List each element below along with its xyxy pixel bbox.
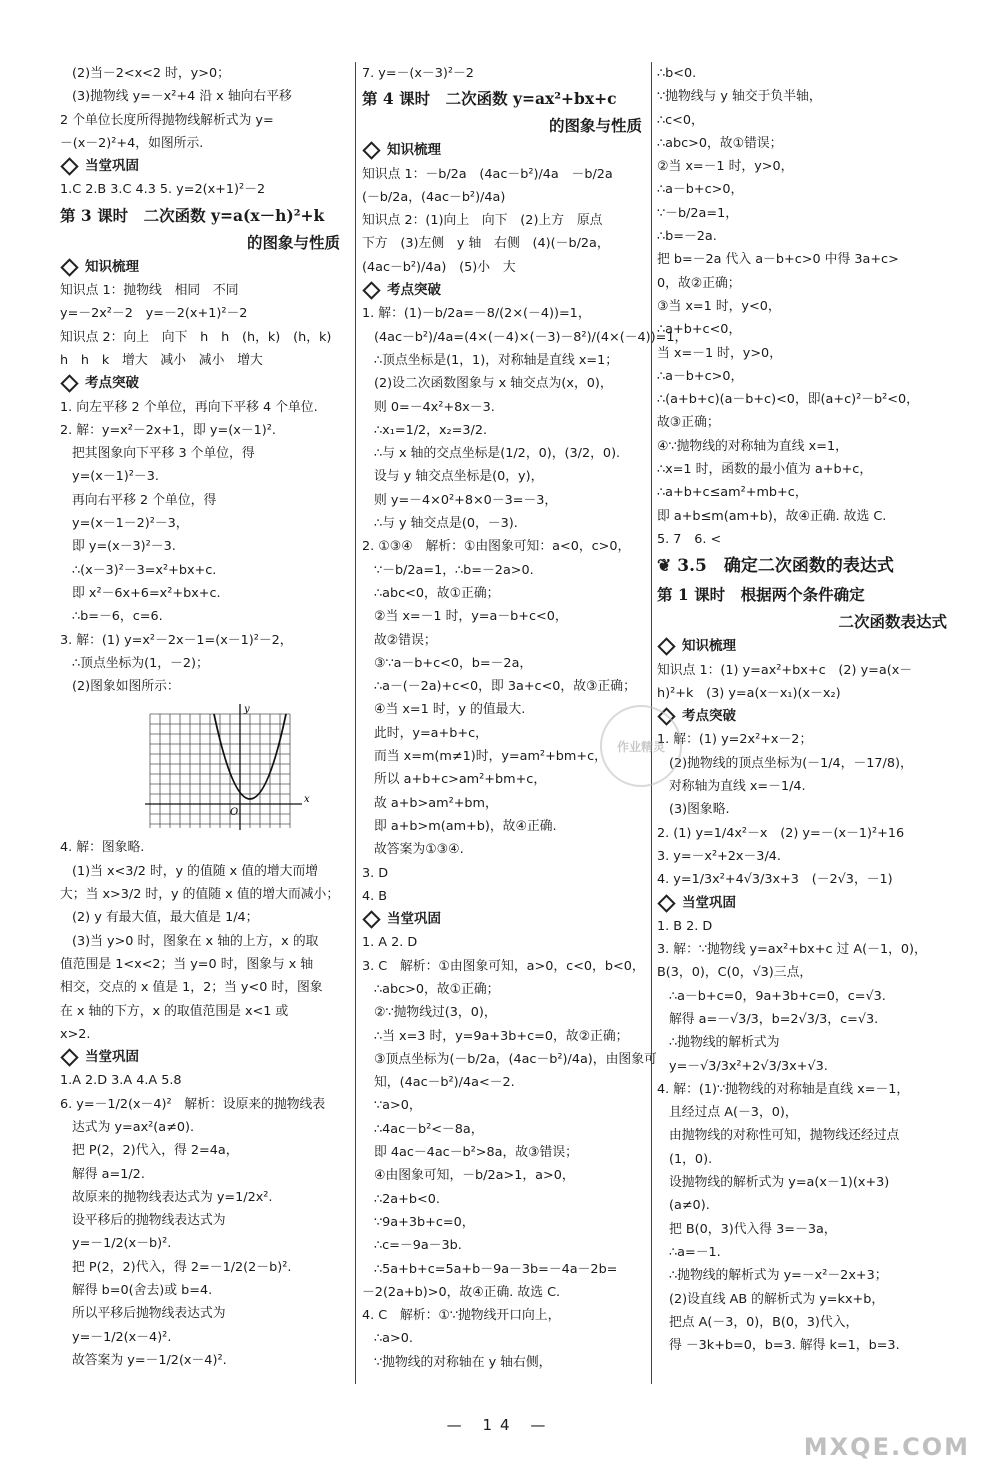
text-line: 知识点 2：向上 向下 h h (h，k) (h，k) (60, 329, 332, 345)
text-line: (1)当 x<3/2 时，y 的值随 x 值的增大而增 (72, 863, 319, 879)
text-line: ∵a>0， (374, 1098, 422, 1114)
section-heading-consolidate: 当堂巩固 (60, 1046, 350, 1069)
text-line: ∴x=1 时，函数的最小值为 a+b+c， (657, 462, 873, 478)
section-heading-breakthrough: 考点突破 (362, 279, 652, 302)
text-line: 2. ①③④ 解析：①由图象可知：a<0，c>0， (362, 539, 631, 555)
answer-line: 1. B 2. D (657, 918, 713, 934)
text-line: ∴b=－6，c=6. (72, 609, 163, 625)
text-line: ∴a>0. (374, 1331, 413, 1347)
text-line: x>2. (60, 1026, 91, 1042)
text-line: 解得 b=0(舍去)或 b=4. (72, 1283, 213, 1299)
section-heading-knowledge: 知识梳理 (362, 139, 652, 162)
text-line: ∴a+b+c<0， (657, 322, 742, 338)
text-line: y=－2x²－2 y=－2(x+1)²－2 (60, 306, 248, 322)
stamp-text: 作业精灵 (616, 739, 665, 754)
text-line: ∴c<0， (657, 112, 704, 128)
diamond-icon (362, 282, 380, 300)
lesson-title-cont: 二次函数表达式 (838, 612, 947, 632)
text-line: 知识点 1：(1) y=ax²+bx+c (2) y=a(x－ (657, 662, 913, 678)
text-line: ②当 x=－1 时，y=a－b+c<0， (374, 609, 568, 625)
grid (150, 714, 290, 828)
text-line: ④∵抛物线的对称轴为直线 x=1， (657, 438, 848, 454)
text-line: y=－1/2(x－b)². (72, 1236, 172, 1252)
text-line: (2)抛物线的顶点坐标为(－1/4，－17/8)， (669, 755, 913, 771)
text-line: 1. 解：(1)－b/2a=－8/(2×(－4))=1， (362, 306, 591, 322)
diamond-icon (60, 158, 78, 176)
text-line: 3. C 解析：①由图象可知，a>0，c<0，b<0， (362, 958, 645, 974)
text-line: B(3，0)，C(0，√3)三点， (657, 965, 813, 981)
text-line: 3. 解：∵抛物线 y=ax²+bx+c 过 A(－1，0)， (657, 942, 927, 958)
text-line: ∴a－b+c>0， (657, 182, 744, 198)
text-line: 故②错误； (374, 632, 437, 648)
text-line: 2. (1) y=1/4x²－x (2) y=－(x－1)²+16 (657, 825, 905, 841)
text-line: 即 a+b≤m(am+b)，故④正确. 故选 C. (657, 508, 887, 524)
text-line: h)²+k (3) y=a(x－x₁)(x－x₂) (657, 685, 841, 701)
answer-line: 1. A 2. D (362, 935, 418, 951)
text-line: 对称轴为直线 x=－1/4. (669, 779, 806, 795)
column-divider-1 (355, 62, 356, 1384)
text-line: 知，(4ac－b²)/4a<－2. (374, 1075, 515, 1091)
text-line: 则 0=－4x²+8x－3. (374, 399, 495, 415)
text-line: 1. 解：(1) y=2x²+x－2； (657, 732, 813, 748)
text-line: ∵－b/2a=1，∴b=－2a>0. (374, 562, 534, 578)
text-line: (1，0). (669, 1151, 713, 1167)
text-line: (4ac－b²)/4a=(4×(－4)×(－3)－8²)/(4×(－4))=1， (374, 329, 688, 345)
answer-line: 4. B (362, 888, 388, 904)
text-line: 且经过点 A(－3，0)， (669, 1105, 798, 1121)
text-line: 把 B(0，3)代入得 3=－3a， (669, 1221, 837, 1237)
text-line: 知识点 1：抛物线 相同 不同 (60, 283, 239, 299)
text-line: 把 b=－2a 代入 a－b+c>0 中得 3a+c> (657, 252, 899, 268)
section-heading-breakthrough: 考点突破 (60, 372, 350, 395)
text-line: 故③正确； (657, 415, 720, 431)
text-line: 达式为 y=ax²(a≠0). (72, 1119, 195, 1135)
leaf-icon: ❦ (657, 556, 672, 577)
text-line: ∴a－b+c=0，9a+3b+c=0，c=√3. (669, 988, 886, 1004)
answer-line: 7. y=－(x－3)²－2 (362, 66, 474, 81)
text-line: 4. y=1/3x²+4√3/3x+3 (－2√3，－1) (657, 872, 893, 888)
text-line: 把点 A(－3，0)，B(0，3)代入， (669, 1314, 859, 1330)
section-heading-consolidate: 当堂巩固 (657, 892, 957, 915)
text-line: ∴(a+b+c)(a－b+c)<0，即(a+c)²－b²<0， (657, 392, 919, 408)
stamp-seal (600, 705, 682, 787)
diamond-icon (657, 894, 675, 912)
text-line: 4. C 解析：①∵抛物线开口向上， (362, 1308, 561, 1324)
text-line: ∴与 y 轴交点是(0，－3). (374, 516, 518, 532)
text-line: ∵抛物线的对称轴在 y 轴右侧， (374, 1354, 552, 1370)
text-line: ∴2a+b<0. (374, 1191, 440, 1207)
text-line: ∴顶点坐标是(1，1)，对称轴是直线 x=1； (374, 352, 619, 368)
origin-label: O (230, 807, 239, 819)
text-line: 解得 a=－√3/3，b=2√3/3，c=√3. (669, 1011, 879, 1027)
text-line: 此时，y=a+b+c， (374, 725, 488, 741)
lesson-title: 第 1 课时 根据两个条件确定 (657, 585, 865, 605)
lesson-title: 第 3 课时 二次函数 y=a(x－h)²+k (60, 205, 325, 225)
text-line: ∴b=－2a. (657, 229, 717, 245)
text-line: ∴b<0. (657, 66, 697, 81)
text-line: ③∵a－b+c<0，b=－2a， (374, 655, 533, 671)
text-line: 知识点 2：(1)向上 向下 (2)上方 原点 (362, 213, 603, 229)
text-line: y=－1/2(x－4)². (72, 1329, 172, 1345)
text-line: 把其图象向下平移 3 个单位，得 (72, 446, 255, 462)
text-line: 知识点 1：－b/2a (4ac－b²)/4a －b/2a (362, 166, 613, 182)
text-line: 4. 解：图象略. (60, 840, 145, 856)
text-line: ∴c=－9a－3b. (374, 1238, 462, 1254)
parabola-graph (120, 702, 320, 832)
text-line: ∴(x－3)²－3=x²+bx+c. (72, 562, 217, 578)
text-line: ∴顶点坐标为(1，－2)； (72, 655, 209, 671)
text-line: 解得 a=1/2. (72, 1166, 145, 1182)
text-line: 在 x 轴的下方，x 的取值范围是 x<1 或 (60, 1003, 289, 1019)
text-line: 即 x²－6x+6=x²+bx+c. (72, 585, 221, 601)
text-line: y=－√3/3x²+2√3/3x+√3. (669, 1058, 828, 1074)
answer-line: 3. D (362, 865, 389, 881)
text-line: y=(x－1－2)²－3， (72, 516, 189, 532)
text-line: 故答案为①③④. (374, 842, 464, 858)
text-line: 3. y=－x²+2x－3/4. (657, 848, 781, 864)
text-line: 所以 a+b+c>am²+bm+c， (374, 772, 547, 788)
text-line: ∴x₁=1/2，x₂=3/2. (374, 422, 488, 438)
text-line: 设抛物线的解析式为 y=a(x－1)(x+3) (669, 1175, 890, 1191)
text-line: 3. 解：(1) y=x²－2x－1=(x－1)²－2， (60, 632, 293, 648)
text-line: ∴当 x=3 时，y=9a+3b+c=0，故②正确； (374, 1028, 629, 1044)
text-line: ∴抛物线的解析式为 y=－x²－2x+3； (669, 1268, 888, 1284)
text-line: ∴abc>0，故①错误； (657, 135, 783, 151)
text-line: ∵抛物线与 y 轴交于负半轴， (657, 89, 822, 105)
text-line: (3)当 y>0 时，图象在 x 轴的上方，x 的取 (72, 933, 319, 949)
diamond-icon (60, 375, 78, 393)
text-line: 4. 解：(1)∵抛物线的对称轴是直线 x=－1， (657, 1081, 910, 1097)
text-line: ∴与 x 轴的交点坐标是(1/2，0)，(3/2，0). (374, 446, 621, 462)
answer-line: 5. 7 6. < (657, 531, 722, 547)
column-3 (657, 62, 957, 1381)
text-line: －2(2a+b)>0，故④正确. 故选 C. (362, 1284, 561, 1300)
text-line: 所以平移后抛物线表达式为 (72, 1306, 226, 1322)
text-line: 而当 x=m(m≠1)时，y=am²+bm+c， (374, 749, 607, 765)
section-heading-breakthrough: 考点突破 (657, 705, 957, 728)
text-line: 把 P(2，2)代入，得 2=－1/2(2－b)². (72, 1259, 292, 1275)
text-line: ∴4ac－b²<－8a， (374, 1121, 484, 1137)
diamond-icon (362, 911, 380, 929)
text-line: ④由图象可知，－b/2a>1，a>0， (374, 1168, 575, 1184)
text-line: y=(x－1)²－3. (72, 469, 159, 485)
text-line: (a≠0). (669, 1198, 710, 1214)
lesson-title: 第 4 课时 二次函数 y=ax²+bx+c (362, 89, 617, 109)
text-line: 下方 (3)左侧 y 轴 右侧 (4)(－b/2a， (362, 236, 610, 252)
text-line: 值范围是 1<x<2；当 y=0 时，图象与 x 轴 (60, 956, 314, 972)
text-line: ∵－b/2a=1， (657, 205, 739, 221)
section-heading-consolidate: 当堂巩固 (60, 155, 350, 178)
text-line: 由抛物线的对称性可知，抛物线还经过点 (669, 1128, 900, 1144)
text-line: ∴a=－1. (669, 1244, 721, 1260)
answer-line: 1.C 2.B 3.C 4.3 5. y=2(x+1)²－2 (60, 182, 266, 198)
x-axis-label: x (304, 794, 310, 806)
section-heading-knowledge: 知识梳理 (60, 256, 350, 279)
text-line: ③顶点坐标为(－b/2a，(4ac－b²)/4a)，由图象可 (374, 1051, 657, 1067)
text-line: (3)图象略. (669, 802, 730, 818)
text-line: 0，故②正确； (657, 275, 741, 291)
text-line: 即 y=(x－3)²－3. (72, 539, 176, 555)
text-line: ∴抛物线的解析式为 (669, 1035, 780, 1051)
text-line: 把 P(2，2)代入，得 2=4a， (72, 1143, 239, 1159)
text-line: 故原来的抛物线表达式为 y=1/2x². (72, 1189, 273, 1205)
lesson-title-cont: 的图象与性质 (548, 116, 642, 136)
text-line: 故答案为 y=－1/2(x－4)². (72, 1352, 227, 1368)
column-1 (60, 62, 350, 1381)
text-line: 再向右平移 2 个单位，得 (72, 492, 217, 508)
text-line: 得 －3k+b=0，b=3. 解得 k=1，b=3. (669, 1338, 900, 1354)
section-heading-consolidate: 当堂巩固 (362, 908, 652, 931)
text-line: 故 a+b>am²+bm， (374, 795, 498, 811)
text-line: (4ac－b²)/4a) (5)小 大 (362, 259, 516, 275)
text-line: ∴abc>0，故①正确； (374, 981, 500, 997)
answer-line: 1.A 2.D 3.A 4.A 5.8 (60, 1073, 182, 1089)
chapter-title: ❦ 3.5 确定二次函数的表达式 (657, 551, 957, 581)
lesson-title-cont: 的图象与性质 (246, 232, 340, 252)
text-line: (2)设二次函数图象与 x 轴交点为(x，0)， (374, 376, 613, 392)
text-line: 即 4ac－4ac－b²>8a，故③错误； (374, 1145, 578, 1161)
diamond-icon (60, 258, 78, 276)
text-line: ∴5a+b+c=5a+b－9a－3b=－4a－2b= (374, 1261, 618, 1277)
diamond-icon (60, 1049, 78, 1067)
text-line: ∴a+b+c≤am²+mb+c， (657, 485, 808, 501)
text-line: 设平移后的抛物线表达式为 (72, 1213, 226, 1229)
text-line: ②∵抛物线过(3，0)， (374, 1005, 497, 1021)
text-line: 6. y=－1/2(x－4)² 解析：设原来的抛物线表 (60, 1096, 326, 1112)
text-line: (－b/2a，(4ac－b²)/4a) (362, 189, 506, 205)
section-heading-knowledge: 知识梳理 (657, 635, 957, 658)
text-line: 当 x=－1 时，y>0， (657, 345, 782, 361)
text-line: 设与 y 轴交点坐标是(0，y)， (374, 469, 544, 485)
text-line: 大；当 x>3/2 时，y 的值随 x 值的增大而减小； (60, 887, 340, 903)
text-line: ②当 x=－1 时，y>0， (657, 159, 794, 175)
text-line: (2) y 有最大值，最大值是 1/4； (72, 910, 259, 926)
text-line: ④当 x=1 时，y 的值最大. (374, 702, 526, 718)
text-line: h h k 增大 减小 减小 增大 (60, 352, 263, 368)
text-line: －(x－2)²+4，如图所示. (60, 135, 204, 151)
text-line: 1. 向左平移 2 个单位，再向下平移 4 个单位. (60, 399, 318, 415)
text-line: ∵9a+3b+c=0， (374, 1214, 475, 1230)
page-number: — 14 — (446, 1416, 554, 1434)
text-line: (3)抛物线 y=－x²+4 沿 x 轴向右平移 (72, 89, 292, 105)
y-axis-label: y (244, 704, 250, 716)
diamond-icon (657, 638, 675, 656)
parabola-graph-svg (120, 702, 320, 832)
text-line: 即 a+b>m(am+b)，故④正确. (374, 818, 557, 834)
text-line: (2)图象如图所示： (72, 679, 180, 695)
text-line: 相交，交点的 x 值是 1，2；当 y<0 时，图象 (60, 980, 323, 996)
text-line: (2)设直线 AB 的解析式为 y=kx+b， (669, 1291, 885, 1307)
diamond-icon (362, 142, 380, 160)
text-line: ∴a－(－2a)+c<0，即 3a+c<0，故③正确； (374, 679, 636, 695)
text-line: 2 个单位长度所得抛物线解析式为 y= (60, 112, 274, 128)
text-line: 2. 解：y=x²－2x+1，即 y=(x－1)². (60, 422, 276, 438)
text-line: ③当 x=1 时，y<0， (657, 298, 781, 314)
text-line: (2)当－2<x<2 时，y>0； (72, 66, 230, 81)
text-line: ∴a－b+c>0， (657, 368, 744, 384)
text-line: ∴abc<0，故①正确； (374, 585, 500, 601)
watermark: MXQE.COM (803, 1433, 970, 1461)
text-line: 则 y=－4×0²+8×0－3=－3， (374, 492, 558, 508)
